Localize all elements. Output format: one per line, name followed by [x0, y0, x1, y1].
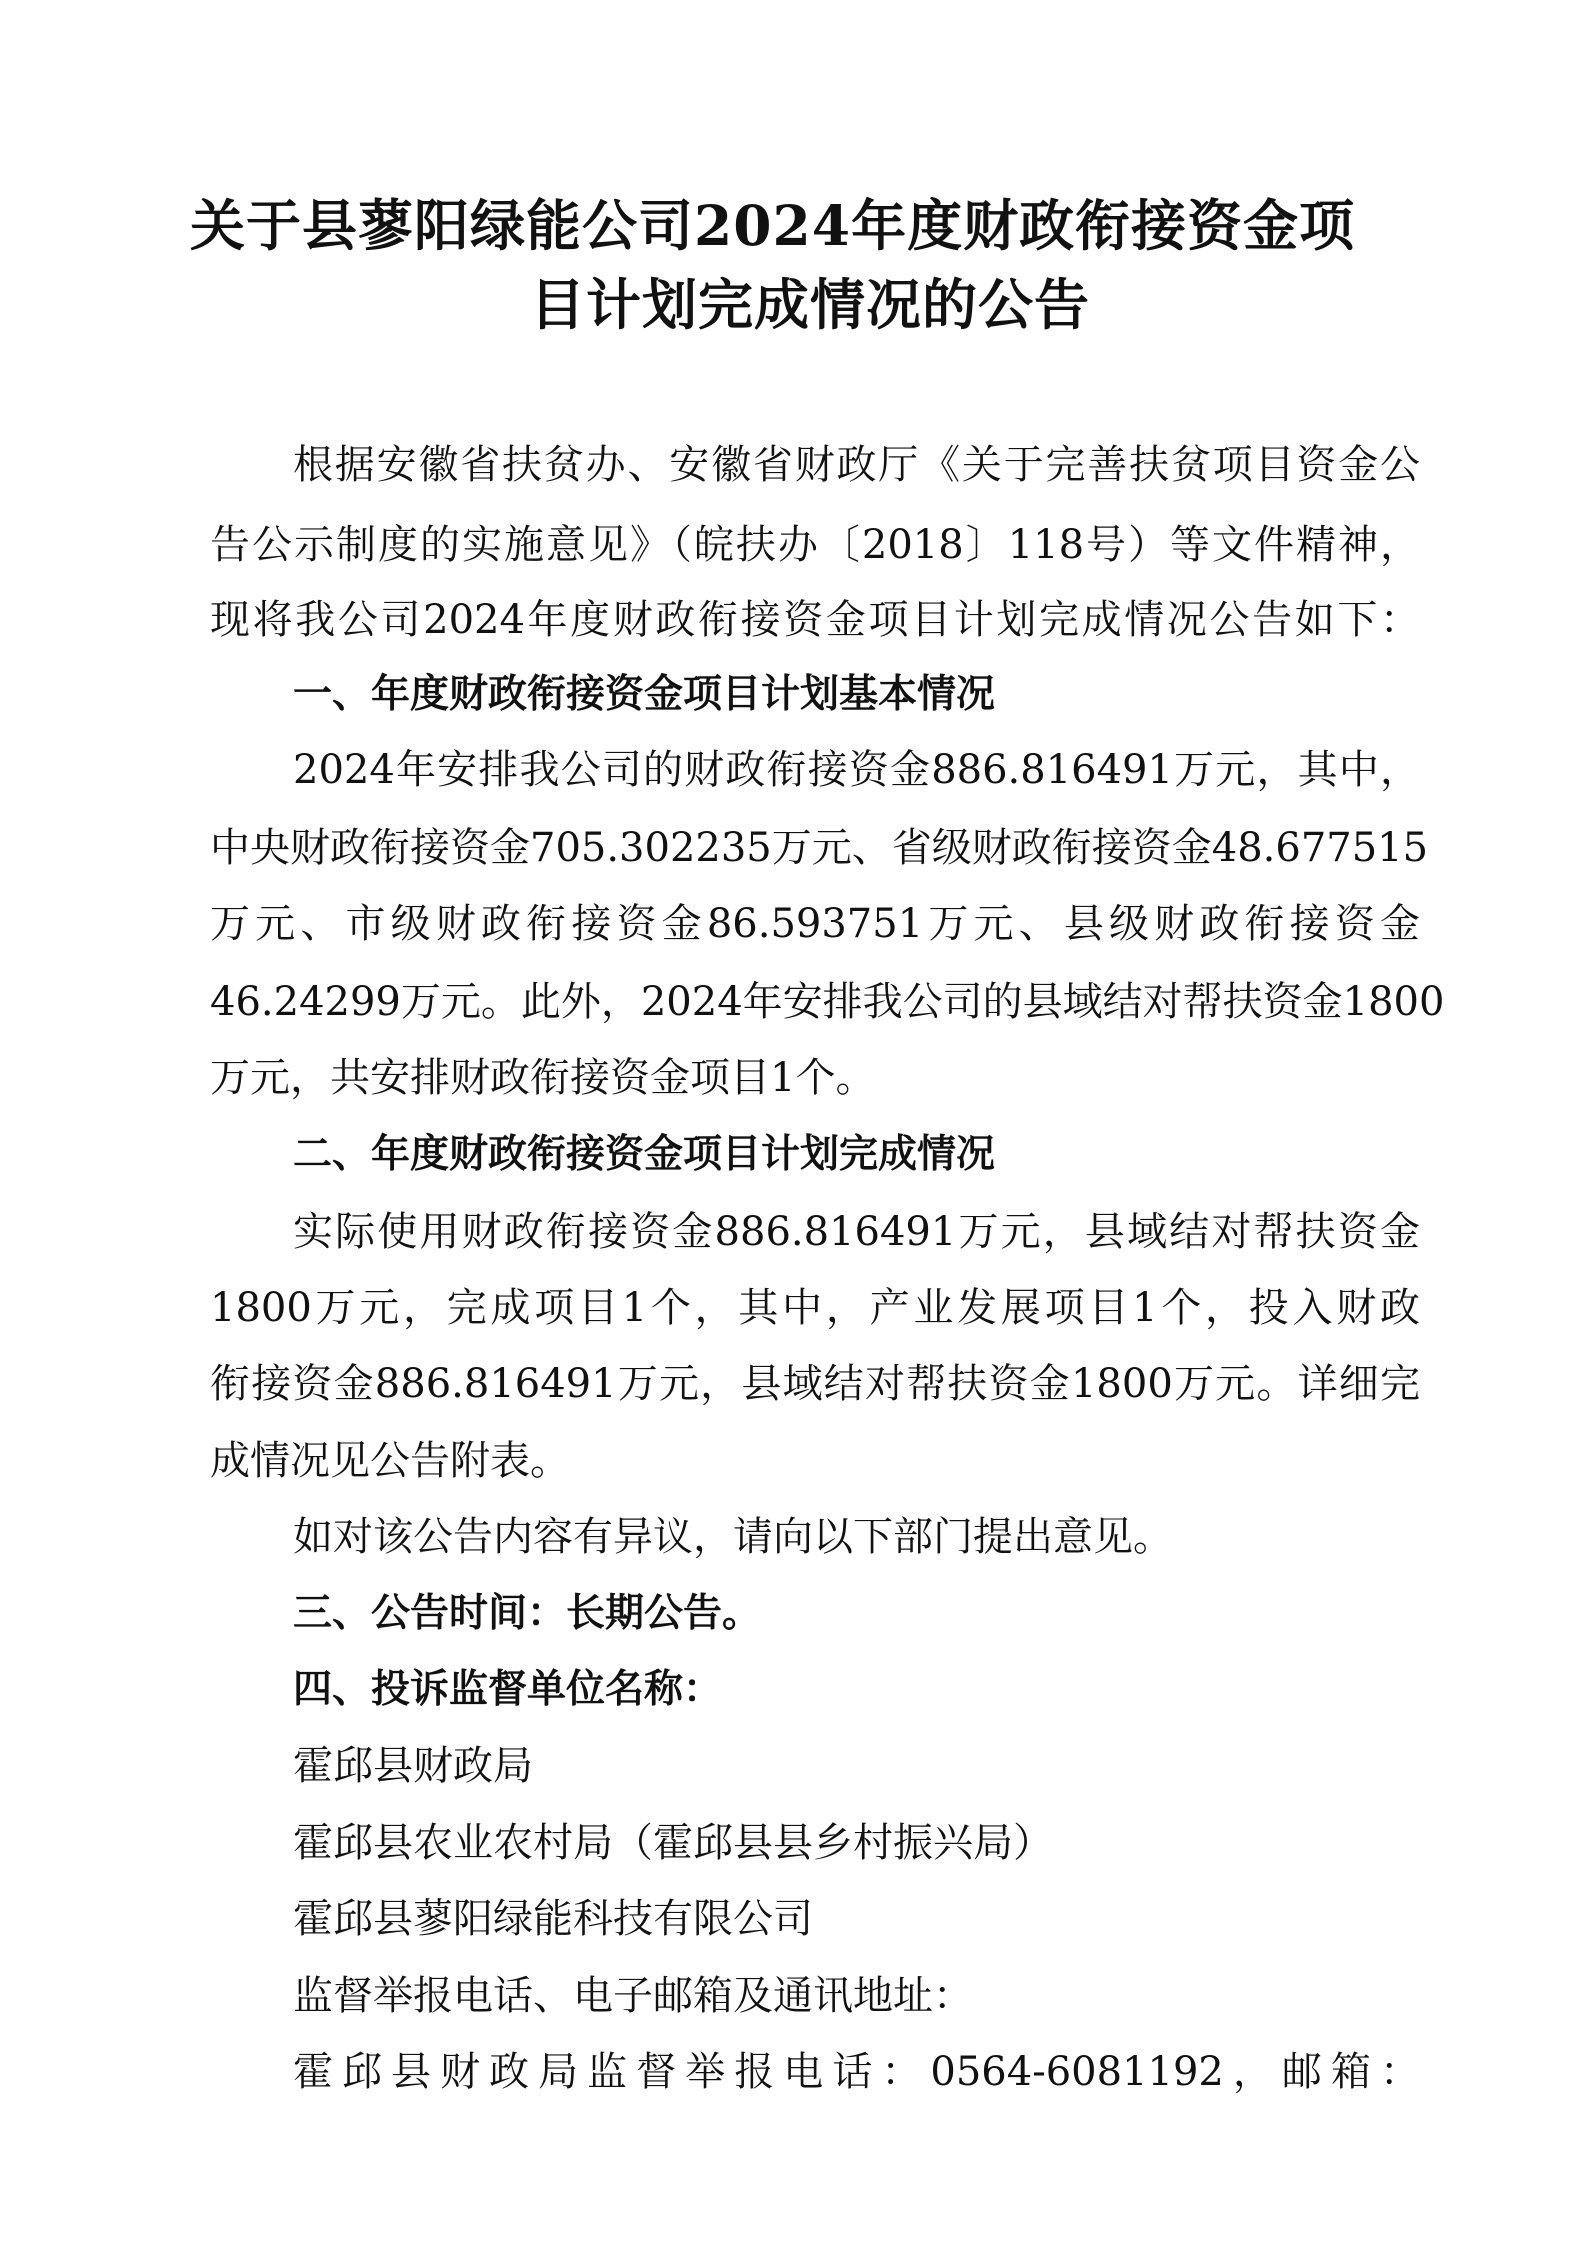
document-title-line-1: 关于县蓼阳绿能公司2024年度财政衔接资金项: [190, 193, 1356, 258]
section-1-line-2: 中央财政衔接资金705.302235万元、省级财政衔接资金48.677515: [210, 825, 1429, 871]
objection-notice: 如对该公告内容有异议，请向以下部门提出意见。: [293, 1514, 1173, 1560]
section-1-line-1: 2024年安排我公司的财政衔接资金886.816491万元，其中，: [293, 747, 1420, 793]
section-1-line-3: 万元、市级财政衔接资金86.593751万元、县级财政衔接资金: [210, 901, 1420, 947]
intro-line-2: 告公示制度的实施意见》（皖扶办〔2018〕118号）等文件精神，: [210, 522, 1420, 568]
contact-line: 霍邱县财政局监督举报电话：0564-6081192，邮箱：: [293, 2049, 1420, 2095]
section-3-heading: 三、公告时间：长期公告。: [293, 1591, 762, 1636]
section-4-heading: 四、投诉监督单位名称：: [293, 1667, 723, 1712]
intro-line-3: 现将我公司2024年度财政衔接资金项目计划完成情况公告如下：: [210, 597, 1420, 643]
unit-agriculture-bureau: 霍邱县农业农村局（霍邱县县乡村振兴局）: [293, 1820, 1053, 1866]
unit-finance-bureau: 霍邱县财政局: [293, 1743, 533, 1789]
section-2-line-4: 成情况见公告附表。: [210, 1438, 570, 1484]
intro-line-1: 根据安徽省扶贫办、安徽省财政厅《关于完善扶贫项目资金公: [293, 442, 1420, 488]
section-2-line-3: 衔接资金886.816491万元，县域结对帮扶资金1800万元。详细完: [210, 1361, 1420, 1407]
contact-heading: 监督举报电话、电子邮箱及通讯地址：: [293, 1973, 973, 2019]
section-2-line-2: 1800万元，完成项目1个，其中，产业发展项目1个，投入财政: [210, 1285, 1420, 1331]
document-title-line-2: 目计划完成情况的公告: [530, 272, 1091, 337]
section-2-heading: 二、年度财政衔接资金项目计划完成情况: [293, 1132, 996, 1177]
section-2-line-1: 实际使用财政衔接资金886.816491万元，县域结对帮扶资金: [293, 1209, 1420, 1255]
section-1-line-5: 万元，共安排财政衔接资金项目1个。: [210, 1055, 876, 1101]
section-1-heading: 一、年度财政衔接资金项目计划基本情况: [293, 672, 996, 717]
section-1-line-4: 46.24299万元。此外，2024年安排我公司的县域结对帮扶资金1800: [210, 979, 1445, 1025]
unit-company: 霍邱县蓼阳绿能科技有限公司: [293, 1896, 813, 1942]
